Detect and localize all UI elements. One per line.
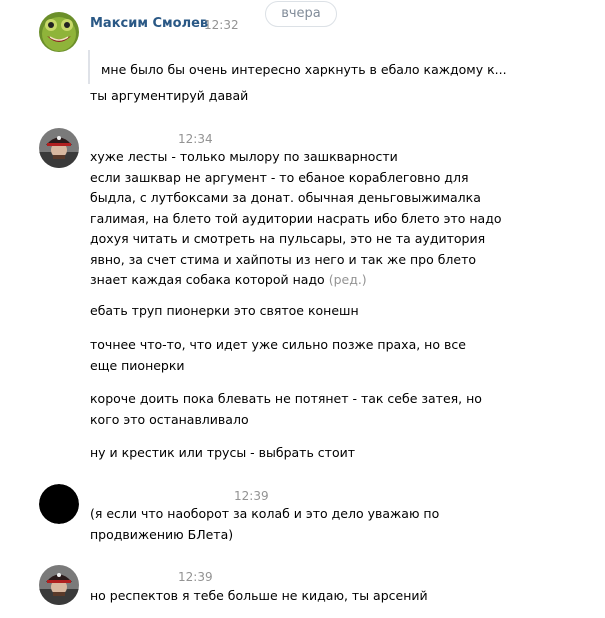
author-name[interactable]: Максим Смолев [90,16,209,31]
black-avatar-icon[interactable] [39,484,79,524]
frog-avatar-icon[interactable] [39,12,79,52]
message-text: ну и крестик или трусы - выбрать стоит [90,445,356,460]
message-text: хуже лесты - только мылору по зашкварности если зашквар не аргумент - то ебаное кораблеговно для быдла, с лутбоксами за донат. обычная деньговыжималка галимая, на блето той аудитории насрать ибо блето это надо дохуя читать и смотреть на пульсары, это не та аудитория явно, за счет стима и хайпоты из него и так же про блето знает каждая собака которой надо (ред.) [90,149,502,287]
pirate-avatar-icon[interactable] [39,565,79,605]
message-time[interactable]: 12:39 [178,570,213,584]
message-text: но респектов я тебе больше не кидаю, ты арсений [90,588,428,603]
date-divider: вчера [265,1,337,27]
message-text: ты аргументируй давай [90,88,249,103]
message-text: короче доить пока блевать не потянет - так себе затея, но кого это останавливало [90,391,482,427]
message-text: ебать труп пионерки это святое конешн [90,303,359,318]
message-text: (я если что наоборот за колаб и это дело уважаю по продвижению БЛета) [90,506,440,542]
quote-text: мне было бы очень интересно харкнуть в ебало каждому к... [101,62,507,77]
message-text: точнее что-то, что идет уже сильно позже праха, но все еще пионерки [90,337,466,373]
quoted-message[interactable] [88,50,518,84]
message-time[interactable]: 12:32 [204,18,239,32]
message-time[interactable]: 12:39 [234,489,269,503]
message-time[interactable]: 12:34 [178,132,213,146]
pirate-avatar-icon[interactable] [39,128,79,168]
edited-label[interactable]: (ред.) [328,272,367,287]
